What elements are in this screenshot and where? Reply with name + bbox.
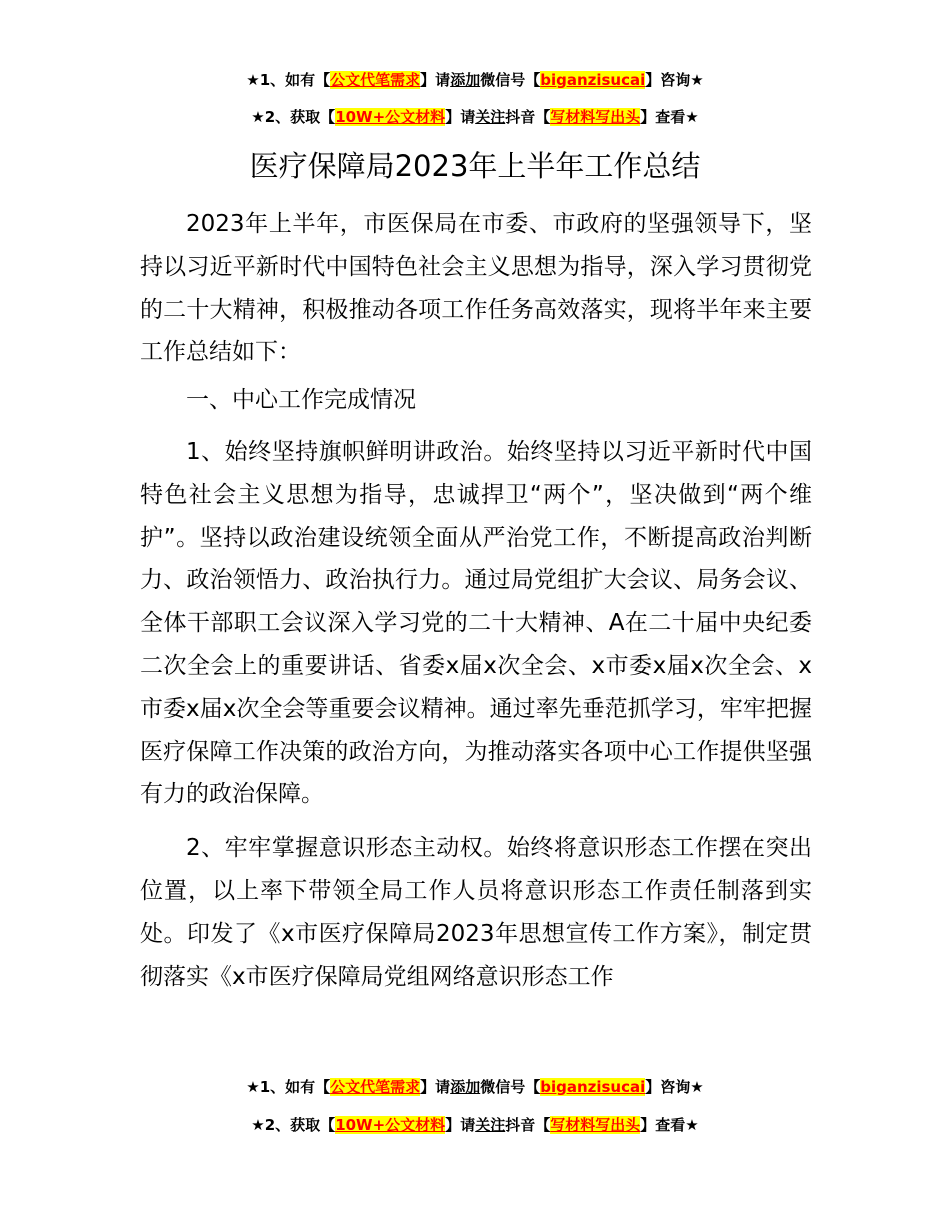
banner-highlight: biganzisucai bbox=[540, 71, 646, 89]
promo-banner-top-2 bbox=[0, 107, 950, 127]
paragraph-intro: 2023年上半年，市医保局在市委、市政府的坚强领导下，坚持以习近平新时代中国特色社会主义思想为指导，深入学习贯彻党的二十大精神，积极推动各项工作任务高效落实，现将半年来主要工作总结如下： bbox=[140, 211, 812, 366]
banner-text: ★2、获取【 bbox=[251, 108, 336, 126]
banner-text: 微信号【 bbox=[480, 71, 541, 89]
promo-banner-top-1 bbox=[0, 70, 950, 90]
banner-highlight: 10W+公文材料 bbox=[335, 1116, 446, 1134]
banner-underline: 关注 bbox=[475, 108, 506, 126]
promo-banner-bottom-1 bbox=[0, 1077, 950, 1097]
banner-text: 】请 bbox=[420, 71, 451, 89]
banner-highlight: 写材料写出头 bbox=[550, 108, 641, 126]
document-title: 医疗保障局2023年上半年工作总结 bbox=[249, 149, 701, 183]
paragraph-item-2: 2、牢牢掌握意识形态主动权。始终将意识形态工作摆在突出位置，以上率下带领全局工作人员将意识形态工作责任制落到实处。印发了《x市医疗保障局2023年思想宣传工作方案》，制定贯彻落实《x市医疗保障局党组网络意识形态工作 bbox=[140, 835, 812, 990]
banner-text: 抖音【 bbox=[505, 1116, 551, 1134]
banner-text: 】请 bbox=[445, 108, 476, 126]
banner-highlight: 10W+公文材料 bbox=[335, 108, 446, 126]
banner-text: ★1、如有【 bbox=[246, 71, 331, 89]
paragraph-item-1: 1、始终坚持旗帜鲜明讲政治。始终坚持以习近平新时代中国特色社会主义思想为指导，忠诚捍卫“两个”，坚决做到“两个维护”。坚持以政治建设统领全面从严治党工作，不断提高政治判断力、政治领悟力、政治执行力。通过局党组扩大会议、局务会议、全体干部职工会议深入学习党的二十大精神、A在二十届中央纪委二次全会上的重要讲话、省委x届x次全会、x市委x届x次全会、x市委x届x次全会等重要会议精神。通过率先垂范抓学习，牢牢把握医疗保障工作决策的政治方向，为推动落实各项中心工作提供坚强有力的政治保障。 bbox=[140, 438, 812, 808]
banner-text: 】请 bbox=[420, 1078, 451, 1096]
banner-highlight: biganzisucai bbox=[540, 1078, 646, 1096]
banner-highlight: 写材料写出头 bbox=[550, 1116, 641, 1134]
banner-text: 】请 bbox=[445, 1116, 476, 1134]
banner-underline: 关注 bbox=[475, 1116, 506, 1134]
banner-text: ★2、获取【 bbox=[251, 1116, 336, 1134]
banner-text: 微信号【 bbox=[480, 1078, 541, 1096]
banner-underline: 添加 bbox=[450, 1078, 481, 1096]
banner-underline: 添加 bbox=[450, 71, 481, 89]
banner-text: 】咨询★ bbox=[645, 1078, 704, 1096]
promo-banner-bottom-2 bbox=[0, 1115, 950, 1135]
banner-highlight: 公文代笔需求 bbox=[330, 1078, 421, 1096]
document-body bbox=[140, 203, 812, 998]
banner-text: ★1、如有【 bbox=[246, 1078, 331, 1096]
banner-text: 抖音【 bbox=[505, 108, 551, 126]
section-heading: 一、中心工作完成情况 bbox=[186, 387, 416, 414]
banner-text: 】咨询★ bbox=[645, 71, 704, 89]
banner-text: 】查看★ bbox=[640, 1116, 699, 1134]
banner-highlight: 公文代笔需求 bbox=[330, 71, 421, 89]
banner-text: 】查看★ bbox=[640, 108, 699, 126]
